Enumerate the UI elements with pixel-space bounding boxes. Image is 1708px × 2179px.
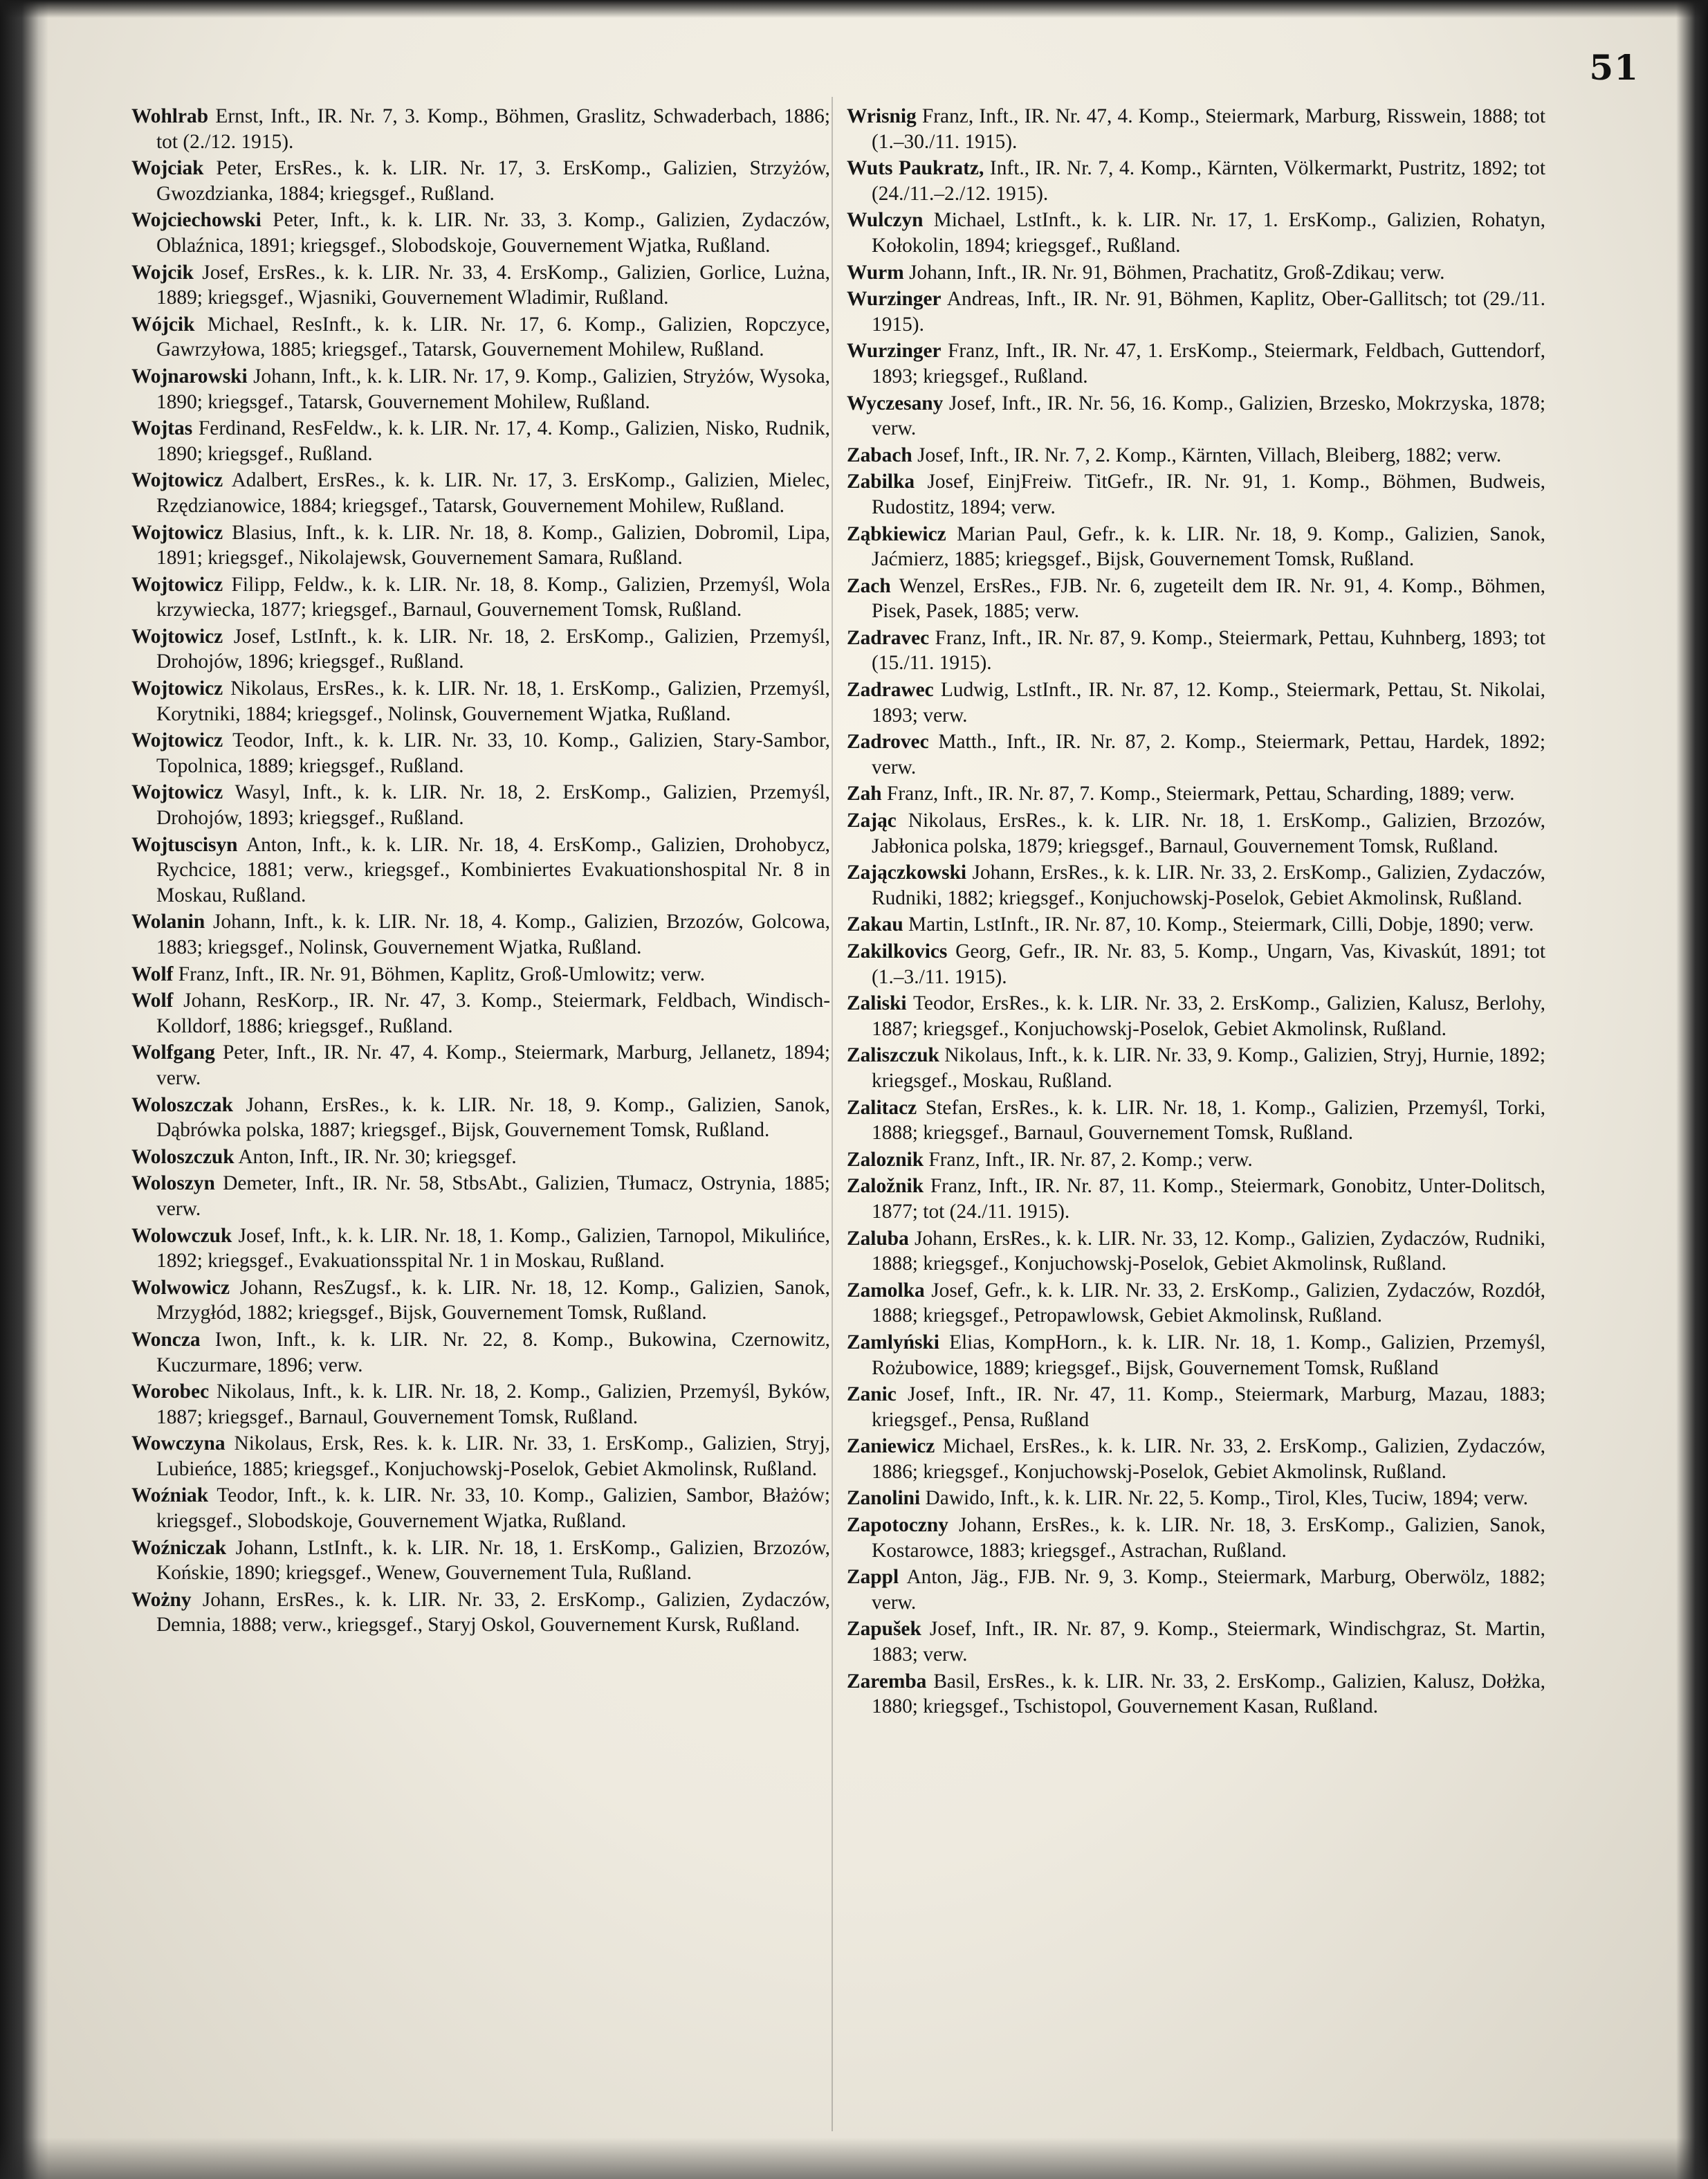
entry-surname: Wolanin [131, 911, 205, 933]
entry-surname: Wojtowicz [131, 677, 223, 700]
entry-surname: Wojcik [131, 261, 194, 284]
register-entry [847, 260, 1545, 286]
entry-details: Johann, ResKorp., IR. Nr. 47, 3. Komp., Steiermark, Feldbach, Windisch-Kolldorf, 1886; kriegsgef., Rußland. [156, 990, 830, 1037]
entry-details: Johann, ErsRes., k. k. LIR. Nr. 33, 12. Komp., Galizien, Zydaczów, Rudniki, 1888; kriegsgef., Konjuchowskj-Poselok, Gebiet Akmolinsk, Rußland. [872, 1227, 1545, 1275]
entry-surname: Woncza [131, 1328, 201, 1351]
entry-surname: Wójcik [131, 313, 195, 336]
entry-details: Ernst, Inft., IR. Nr. 7, 3. Komp., Böhmen, Graslitz, Schwaderbach, 1886; tot (2./12. 1915). [156, 105, 830, 153]
entry-surname: Woloszyn [131, 1172, 215, 1195]
page-number: 51 [1589, 47, 1639, 88]
register-entry [847, 443, 1545, 468]
register-entry [847, 1513, 1545, 1563]
entry-details: Andreas, Inft., IR. Nr. 91, Böhmen, Kaplitz, Ober-Gallitsch; tot (29./11. 1915). [872, 288, 1545, 336]
entry-surname: Wojciechowski [131, 209, 261, 232]
entry-details: Demeter, Inft., IR. Nr. 58, StbsAbt., Galizien, Tłumacz, Ostrynia, 1885; verw. [156, 1172, 830, 1220]
entry-surname: Zadrawec [847, 679, 934, 702]
register-entry [847, 338, 1545, 389]
register-entry [847, 1043, 1545, 1093]
entry-details: Josef, Inft., k. k. LIR. Nr. 18, 1. Komp., Galizien, Tarnopol, Mikulińce, 1892; kriegsgef., Evakuationsspital Nr. 1 in Moskau, Rußland. [156, 1224, 830, 1273]
register-entry [131, 624, 830, 675]
register-entry [131, 988, 830, 1039]
entry-surname: Wojtowicz [131, 469, 223, 492]
register-entry [131, 1483, 830, 1533]
entry-details: Stefan, ErsRes., k. k. LIR. Nr. 18, 1. Komp., Galizien, Przemyśl, Torki, 1888; kriegsgef., Barnaul, Gouvernement Tomsk, Rußland. [872, 1096, 1545, 1145]
entry-surname: Wohlrab [131, 105, 209, 127]
register-entry [847, 1330, 1545, 1380]
entry-surname: Wolf [131, 990, 174, 1012]
entry-details: Franz, Inft., IR. Nr. 47, 4. Komp., Steiermark, Marburg, Risswein, 1888; tot (1.–30./11. 1915). [872, 105, 1545, 153]
entry-surname: Zakau [847, 913, 903, 936]
entry-surname: Wojciak [131, 157, 204, 180]
register-entry [131, 1379, 830, 1430]
entry-surname: Zając [847, 810, 897, 832]
register-entry [131, 1145, 830, 1170]
entry-details: Johann, ErsRes., k. k. LIR. Nr. 33, 2. ErsKomp., Galizien, Zydaczów, Demnia, 1888; verw., kriegsgef., Staryj Oskol, Gouvernement Kursk, Rußland. [156, 1588, 830, 1636]
entry-details: Wasyl, Inft., k. k. LIR. Nr. 18, 2. ErsKomp., Galizien, Przemyśl, Drohojów, 1893; kriegsgef., Rußland. [156, 781, 830, 830]
entry-details: Franz, Inft., IR. Nr. 91, Böhmen, Kaplitz, Groß-Umlowitz; verw. [178, 963, 706, 985]
entry-surname: Zajączkowski [847, 861, 967, 884]
entry-details: Nikolaus, Inft., k. k. LIR. Nr. 18, 2. Komp., Galizien, Przemyśl, Byków, 1887; kriegsgef., Barnaul, Gouvernement Tomsk, Rußland. [156, 1380, 830, 1428]
entry-details: Peter, Inft., k. k. LIR. Nr. 33, 3. Komp., Galizien, Zydaczów, Oblaźnica, 1891; kriegsgef., Slobodskoje, Gouvernement Wjatka, Rußland. [156, 209, 830, 257]
entry-surname: Zappl [847, 1566, 899, 1589]
entry-surname: Zalitacz [847, 1096, 917, 1119]
register-entry [847, 1147, 1545, 1173]
entry-surname: Wyczesany [847, 392, 944, 414]
entry-surname: Zamolka [847, 1279, 925, 1302]
register-entry [847, 1226, 1545, 1277]
entry-details: Franz, Inft., IR. Nr. 87, 2. Komp.; verw. [928, 1148, 1253, 1171]
entry-details: Franz, Inft., IR. Nr. 87, 7. Komp., Steiermark, Pettau, Scharding, 1889; verw. [887, 783, 1515, 805]
register-entry [847, 677, 1545, 728]
register-entry [847, 1669, 1545, 1720]
register-entry [131, 416, 830, 466]
register-entry [131, 1327, 830, 1378]
register-entry [847, 1382, 1545, 1432]
entry-surname: Zaliszczuk [847, 1044, 939, 1067]
register-entry [131, 832, 830, 909]
entry-details: Josef, Gefr., k. k. LIR. Nr. 33, 2. ErsKomp., Galizien, Zydaczów, Rozdół, 1888; kriegsgef., Petropawlowsk, Gebiet Akmolinsk, Rußland. [872, 1279, 1545, 1327]
register-entry [847, 286, 1545, 337]
register-entry [847, 626, 1545, 676]
register-entry [847, 939, 1545, 990]
entry-surname: Zach [847, 574, 891, 597]
entry-details: Filipp, Feldw., k. k. LIR. Nr. 18, 8. Komp., Galizien, Przemyśl, Wola krzywiecka, 1877; kriegsgef., Barnaul, Gouvernement Tomsk, Rußland. [156, 573, 830, 621]
entry-details: Nikolaus, Ersk, Res. k. k. LIR. Nr. 33, 1. ErsKomp., Galizien, Stryj, Lubieńce, 1885; kriegsgef., Konjuchowskj-Poselok, Gebiet Akmolinsk, Rußland. [156, 1432, 830, 1480]
register-entry [847, 781, 1545, 807]
entry-surname: Zaniewicz [847, 1435, 935, 1458]
page-shadow-top [0, 0, 1708, 18]
register-entry [847, 208, 1545, 258]
entry-details: Josef, Inft., IR. Nr. 87, 9. Komp., Steiermark, Windischgraz, St. Martin, 1883; verw. [872, 1618, 1545, 1666]
register-entry [131, 962, 830, 987]
entry-details: Blasius, Inft., k. k. LIR. Nr. 18, 8. Komp., Galizien, Dobromil, Lipa, 1891; kriegsgef., Nikolajewsk, Gouvernement Samara, Rußland. [156, 521, 830, 569]
entry-surname: Wojtowicz [131, 729, 223, 752]
entry-details: Michael, LstInft., k. k. LIR. Nr. 17, 1. ErsKomp., Galizien, Rohatyn, Kołokolin, 1894; kriegsgef., Rußland. [872, 209, 1545, 257]
register-entry [847, 1616, 1545, 1667]
register-entry [847, 991, 1545, 1041]
entry-surname: Zaliski [847, 992, 907, 1015]
register-entry [847, 1434, 1545, 1484]
register-entry [131, 468, 830, 518]
entry-surname: Woloszczuk [131, 1145, 235, 1168]
entry-details: Matth., Inft., IR. Nr. 87, 2. Komp., Steiermark, Pettau, Hardek, 1892; verw. [872, 731, 1545, 778]
entry-surname: Wożny [131, 1588, 192, 1611]
entry-surname: Wulczyn [847, 209, 924, 232]
entry-surname: Woźniak [131, 1484, 209, 1507]
entry-details: Ferdinand, ResFeldw., k. k. LIR. Nr. 17, 4. Komp., Galizien, Nisko, Rudnik, 1890; kriegsgef., Rußland. [156, 417, 830, 465]
entry-details: Dawido, Inft., k. k. LIR. Nr. 22, 5. Komp., Tirol, Kles, Tuciw, 1894; verw. [925, 1487, 1528, 1510]
entry-details: Nikolaus, ErsRes., k. k. LIR. Nr. 18, 1. ErsKomp., Galizien, Brzozów, Jabłonica polska, 1879; kriegsgef., Barnaul, Gouvernement Tomsk, Rußland. [872, 810, 1545, 857]
entry-details: Johann, ErsRes., k. k. LIR. Nr. 18, 9. Komp., Galizien, Sanok, Dąbrówka polska, 1887; kriegsgef., Bijsk, Gouvernement Tomsk, Rußland. [156, 1093, 830, 1142]
entry-surname: Ząbkiewicz [847, 522, 946, 545]
entry-surname: Zadrovec [847, 731, 929, 754]
entry-surname: Zapušek [847, 1618, 921, 1641]
entry-details: Josef, Inft., IR. Nr. 47, 11. Komp., Steiermark, Marburg, Mazau, 1883; kriegsgef., Pensa, Rußland [872, 1383, 1545, 1431]
entry-surname: Zakilkovics [847, 940, 948, 963]
entry-details: Ludwig, LstInft., IR. Nr. 87, 12. Komp., Steiermark, Pettau, St. Nikolai, 1893; verw. [872, 679, 1546, 727]
entry-details: Wenzel, ErsRes., FJB. Nr. 6, zugeteilt dem IR. Nr. 91, 4. Komp., Böhmen, Pisek, Pasek, 1885; verw. [872, 574, 1545, 623]
page-shadow-right [1676, 0, 1708, 2179]
register-entry [131, 1587, 830, 1638]
register-entry [847, 1095, 1545, 1146]
register-entry [847, 469, 1545, 520]
register-entry [131, 520, 830, 571]
register-entry [847, 1278, 1545, 1329]
entry-details: Anton, Inft., IR. Nr. 30; kriegsgef. [238, 1145, 517, 1168]
entry-details: Johann, ErsRes., k. k. LIR. Nr. 33, 2. ErsKomp., Galizien, Zydaczów, Rudniki, 1882; kriegsgef., Konjuchowskj-Poselok, Gebiet Akmolinsk, Rußland. [872, 861, 1545, 909]
entry-surname: Wojtowicz [131, 625, 223, 648]
entry-details: Georg, Gefr., IR. Nr. 83, 5. Komp., Ungarn, Vas, Kivaskút, 1891; tot (1.–3./11. 1915). [872, 940, 1545, 988]
entry-details: Peter, Inft., IR. Nr. 47, 4. Komp., Steiermark, Marburg, Jellanetz, 1894; verw. [156, 1041, 830, 1089]
entry-surname: Zabach [847, 444, 912, 466]
register-entry [847, 1486, 1545, 1511]
entry-details: Anton, Jäg., FJB. Nr. 9, 3. Komp., Steiermark, Marburg, Oberwölz, 1882; verw. [872, 1566, 1545, 1614]
entry-surname: Woźniczak [131, 1536, 227, 1559]
entry-surname: Zah [847, 783, 882, 805]
entry-details: Johann, Inft., k. k. LIR. Nr. 18, 4. Komp., Galizien, Brzozów, Golcowa, 1883; kriegsgef., Nolinsk, Gouvernement Wjatka, Rußland. [156, 911, 830, 958]
register-entry [847, 156, 1545, 206]
entry-surname: Zaremba [847, 1670, 927, 1693]
entry-details: Marian Paul, Gefr., k. k. LIR. Nr. 18, 9. Komp., Galizien, Sanok, Jaćmierz, 1885; kriegsgef., Bijsk, Gouvernement Tomsk, Rußland. [872, 522, 1545, 571]
register-entry [847, 574, 1545, 624]
entry-surname: Zamlyński [847, 1331, 939, 1353]
entry-surname: Wojtowicz [131, 781, 223, 804]
register-entry [847, 912, 1545, 938]
register-entry [131, 1171, 830, 1221]
register-entry [131, 572, 830, 623]
entry-details: Inft., IR. Nr. 7, 4. Komp., Kärnten, Völkermarkt, Pustritz, 1892; tot (24./11.–2./12. 1915). [872, 157, 1545, 205]
entry-surname: Wowczyna [131, 1432, 226, 1455]
entry-surname: Wolowczuk [131, 1224, 232, 1247]
entry-details: Michael, ErsRes., k. k. LIR. Nr. 33, 2. ErsKomp., Galizien, Zydaczów, 1886; kriegsgef., Konjuchowskj-Poselok, Gebiet Akmolinsk, Rußland. [872, 1435, 1545, 1483]
page-shadow-bottom [0, 2137, 1708, 2179]
entry-surname: Wolfgang [131, 1041, 215, 1064]
entry-details: Adalbert, ErsRes., k. k. LIR. Nr. 17, 3. ErsKomp., Galizien, Mielec, Rzędzianowice, 1884; kriegsgef., Tatarsk, Gouvernement Mohilew, Rußland. [156, 469, 830, 517]
register-entry [131, 728, 830, 778]
register-entry [847, 391, 1545, 441]
entry-details: Josef, Inft., IR. Nr. 7, 2. Komp., Kärnten, Villach, Bleiberg, 1882; verw. [917, 444, 1502, 466]
entry-details: Elias, KompHorn., k. k. LIR. Nr. 18, 1. Komp., Galizien, Przemyśl, Rożubowice, 1889; kriegsgef., Bijsk, Gouvernement Tomsk, Rußland [872, 1331, 1545, 1379]
entry-details: Iwon, Inft., k. k. LIR. Nr. 22, 8. Komp., Bukowina, Czernowitz, Kuczurmare, 1896; verw. [156, 1328, 830, 1376]
register-entry [131, 364, 830, 414]
entry-details: Anton, Inft., k. k. LIR. Nr. 18, 4. ErsKomp., Galizien, Drohobycz, Rychcice, 1881; verw., kriegsgef., Kombiniertes Evakuationshospital Nr. 8 in Moskau, Rußland. [156, 833, 831, 906]
register-entry [847, 860, 1545, 911]
entry-surname: Zaluba [847, 1227, 909, 1250]
entry-surname: Woloszczak [131, 1093, 233, 1116]
register-entry [847, 729, 1545, 780]
entry-details: Martin, LstInft., IR. Nr. 87, 10. Komp., Steiermark, Cilli, Dobje, 1890; verw. [908, 913, 1534, 936]
entry-details: Teodor, Inft., k. k. LIR. Nr. 33, 10. Komp., Galizien, Sambor, Błażów; kriegsgef., Slobodskoje, Gouvernement Wjatka, Rußland. [156, 1484, 830, 1533]
entry-details: Franz, Inft., IR. Nr. 87, 9. Komp., Steiermark, Pettau, Kuhnberg, 1893; tot (15./11. 1915). [872, 626, 1545, 675]
register-entry [131, 1093, 830, 1143]
entry-details: Johann, Inft., IR. Nr. 91, Böhmen, Prachatitz, Groß-Zdikau; verw. [909, 261, 1445, 284]
register-entry [131, 156, 830, 206]
entry-surname: Wojtowicz [131, 521, 223, 544]
entry-details: Peter, ErsRes., k. k. LIR. Nr. 17, 3. ErsKomp., Galizien, Strzyżów, Gwozdzianka, 1884; kriegsgef., Rußland. [156, 157, 831, 205]
register-entry [131, 1040, 830, 1091]
register-entry [847, 522, 1545, 572]
register-entry [847, 1174, 1545, 1224]
entry-surname: Wojnarowski [131, 365, 248, 388]
register-entry [131, 312, 830, 363]
entry-details: Johann, ErsRes., k. k. LIR. Nr. 18, 3. ErsKomp., Galizien, Sanok, Kostarowce, 1883; kriegsgef., Astrachan, Rußland. [872, 1514, 1545, 1562]
entry-details: Teodor, ErsRes., k. k. LIR. Nr. 33, 2. ErsKomp., Galizien, Kalusz, Berlohy, 1887; kriegsgef., Konjuchowskj-Poselok, Gebiet Akmolinsk, Rußland. [872, 992, 1545, 1040]
register-entry [131, 909, 830, 960]
entry-details: Nikolaus, Inft., k. k. LIR. Nr. 33, 9. Komp., Galizien, Stryj, Hurnie, 1892; kriegsgef., Moskau, Rußland. [872, 1044, 1545, 1092]
register-entry [131, 1223, 830, 1274]
entry-details: Nikolaus, ErsRes., k. k. LIR. Nr. 18, 1. ErsKomp., Galizien, Przemyśl, Korytniki, 1884; kriegsgef., Nolinsk, Gouvernement Wjatka, Rußland. [156, 677, 830, 725]
register-entry [131, 1535, 830, 1586]
right-column [847, 104, 1545, 1721]
column-divider [832, 97, 833, 2131]
entry-details: Teodor, Inft., k. k. LIR. Nr. 33, 10. Komp., Galizien, Stary-Sambor, Topolnica, 1889; kriegsgef., Rußland. [156, 729, 830, 777]
page-shadow-left [0, 0, 48, 2179]
entry-details: Johann, ResZugsf., k. k. LIR. Nr. 18, 12. Komp., Galizien, Sanok, Mrzygłód, 1882; kriegsgef., Bijsk, Gouvernement Tomsk, Rußland. [156, 1276, 830, 1324]
register-entry [131, 1431, 830, 1481]
entry-surname: Zabilka [847, 471, 915, 493]
entry-details: Johann, Inft., k. k. LIR. Nr. 17, 9. Komp., Galizien, Stryżów, Wysoka, 1890; kriegsgef., Tatarsk, Gouvernement Mohilew, Rußland. [156, 365, 830, 413]
entry-surname: Wolwowicz [131, 1276, 230, 1299]
entry-surname: Wuts Paukratz, [847, 157, 984, 180]
left-column [131, 104, 830, 1639]
entry-surname: Zapotoczny [847, 1514, 948, 1537]
register-entry [131, 780, 830, 830]
entry-surname: Wrisnig [847, 105, 917, 127]
entry-surname: Wurm [847, 261, 904, 284]
entry-details: Michael, ResInft., k. k. LIR. Nr. 17, 6. Komp., Galizien, Ropczyce, Gawrzyłowa, 1885; kriegsgef., Tatarsk, Gouvernement Mohilew, Rußland. [156, 313, 831, 361]
entry-surname: Zanolini [847, 1487, 921, 1510]
register-entry [131, 676, 830, 727]
register-entry [131, 104, 830, 154]
entry-surname: Wojtas [131, 417, 193, 440]
entry-details: Josef, Inft., IR. Nr. 56, 16. Komp., Galizien, Brzesko, Mokrzyska, 1878; verw. [872, 392, 1545, 440]
register-entry [131, 260, 830, 311]
register-entry [847, 808, 1545, 859]
entry-surname: Wolf [131, 963, 174, 985]
entry-surname: Wurzinger [847, 340, 942, 363]
entry-details: Josef, LstInft., k. k. LIR. Nr. 18, 2. ErsKomp., Galizien, Przemyśl, Drohojów, 1896; kriegsgef., Rußland. [156, 625, 830, 673]
entry-surname: Worobec [131, 1380, 210, 1403]
entry-details: Johann, LstInft., k. k. LIR. Nr. 18, 1. ErsKomp., Galizien, Brzozów, Końskie, 1890; kriegsgef., Wenew, Gouvernement Tula, Rußland. [156, 1536, 830, 1585]
entry-details: Josef, ErsRes., k. k. LIR. Nr. 33, 4. ErsKomp., Galizien, Gorlice, Lużna, 1889; kriegsgef., Wjasniki, Gouvernement Wladimir, Rußland. [156, 261, 830, 309]
entry-details: Franz, Inft., IR. Nr. 87, 11. Komp., Steiermark, Gonobitz, Unter-Dolitsch, 1877; tot (24./11. 1915). [872, 1175, 1545, 1223]
entry-details: Franz, Inft., IR. Nr. 47, 1. ErsKomp., Steiermark, Feldbach, Guttendorf, 1893; kriegsgef., Rußland. [872, 340, 1545, 388]
entry-surname: Wurzinger [847, 288, 942, 311]
entry-details: Josef, EinjFreiw. TitGefr., IR. Nr. 91, 1. Komp., Böhmen, Budweis, Rudostitz, 1894; verw. [872, 471, 1545, 518]
register-entry [131, 1275, 830, 1326]
entry-surname: Wojtowicz [131, 573, 223, 596]
entry-surname: Zanic [847, 1383, 897, 1406]
entry-surname: Založnik [847, 1175, 924, 1198]
register-entry [131, 208, 830, 258]
entry-surname: Wojtuscisyn [131, 833, 238, 856]
register-entry [847, 104, 1545, 154]
entry-surname: Zadravec [847, 626, 930, 649]
entry-surname: Zaloznik [847, 1148, 924, 1171]
entry-details: Basil, ErsRes., k. k. LIR. Nr. 33, 2. ErsKomp., Galizien, Kalusz, Dołżka, 1880; kriegsgef., Tschistopol, Gouvernement Kasan, Rußland. [872, 1670, 1545, 1718]
register-entry [847, 1565, 1545, 1615]
